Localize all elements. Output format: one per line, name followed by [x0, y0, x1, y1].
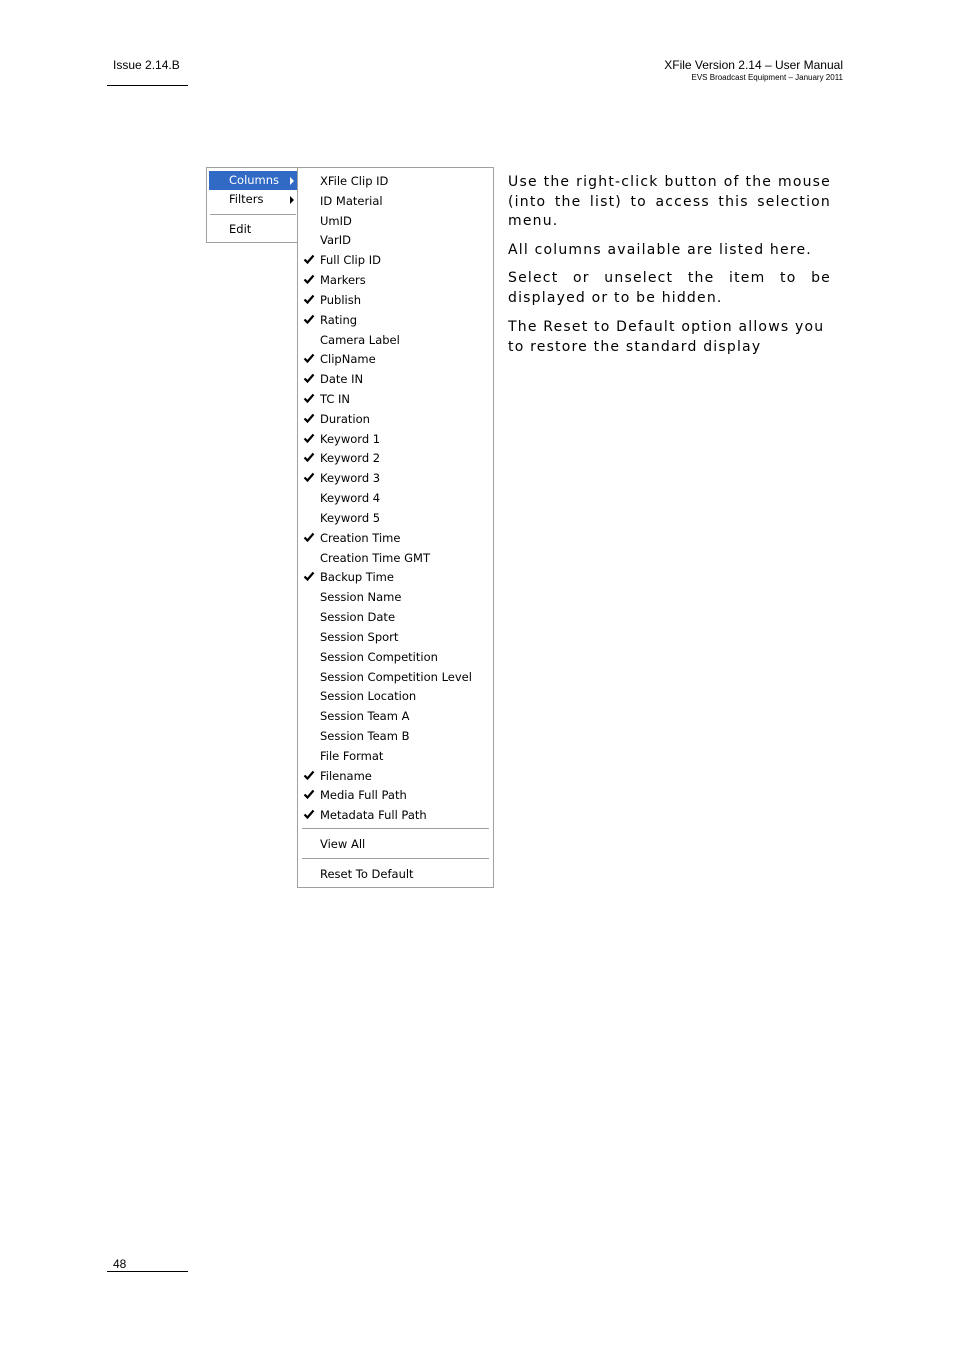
checkmark-icon — [303, 432, 315, 444]
columns-submenu — [297, 167, 494, 888]
menu-item-date-in[interactable] — [299, 369, 492, 389]
menu-item-label: Rating — [320, 312, 358, 327]
menu-item-markers[interactable] — [299, 270, 492, 290]
menu-item-rating[interactable] — [299, 310, 492, 330]
document-subtitle: EVS Broadcast Equipment – January 2011 — [691, 73, 843, 82]
menu-item-label: Keyword 2 — [320, 451, 381, 466]
menu-item-label: Edit — [229, 222, 252, 236]
menu-item-keyword-2[interactable] — [299, 448, 492, 468]
menu-item-label: Session Name — [320, 590, 402, 605]
menu-separator — [210, 214, 296, 215]
checkmark-icon — [303, 471, 315, 483]
menu-item-session-competition-level[interactable] — [299, 667, 492, 687]
checkmark-icon — [303, 570, 315, 582]
select-paragraph: Select or unselect the item to be displayed or to be hidden. — [508, 270, 831, 306]
checkmark-icon — [303, 313, 315, 325]
menu-item-umid[interactable] — [299, 211, 492, 231]
menu-item-label: Keyword 4 — [320, 491, 381, 506]
menu-separator — [302, 828, 489, 829]
footer-rule — [107, 1271, 188, 1272]
menu-item-edit[interactable] — [209, 220, 297, 239]
menu-item-session-sport[interactable] — [299, 627, 492, 647]
menu-item-varid[interactable] — [299, 230, 492, 250]
menu-item-label: Session Sport — [320, 629, 399, 644]
menu-item-label: Filters — [229, 192, 264, 206]
menu-item-label: Media Full Path — [320, 788, 407, 803]
menu-item-label: Reset To Default — [320, 867, 414, 881]
menu-item-creation-time-gmt[interactable] — [299, 548, 492, 568]
menu-item-label: XFile Clip ID — [320, 174, 389, 188]
menu-item-camera-label[interactable] — [299, 330, 492, 350]
menu-item-backup-time[interactable] — [299, 567, 492, 587]
menu-item-label: Session Competition — [320, 649, 438, 664]
menu-item-label: Keyword 3 — [320, 471, 381, 486]
menu-item-xfile-clip-id[interactable] — [299, 171, 492, 191]
checkmark-icon — [303, 412, 315, 424]
context-menu — [206, 167, 298, 243]
menu-item-session-location[interactable] — [299, 686, 492, 706]
menu-item-label: TC IN — [320, 392, 351, 407]
info-paragraph: All columns available are listed here. — [508, 242, 812, 258]
menu-item-duration[interactable] — [299, 409, 492, 429]
menu-item-id-material[interactable] — [299, 191, 492, 211]
menu-item-label: Creation Time — [320, 530, 401, 545]
checkmark-icon — [303, 352, 315, 364]
header-rule — [107, 85, 188, 86]
menu-item-view-all[interactable] — [299, 834, 492, 854]
menu-item-session-competition[interactable] — [299, 647, 492, 667]
menu-item-label: VarID — [320, 233, 351, 248]
menu-item-label: Filename — [320, 768, 372, 783]
menu-item-label: Session Date — [320, 610, 396, 625]
menu-item-columns[interactable] — [209, 171, 297, 190]
menu-item-full-clip-id[interactable] — [299, 250, 492, 270]
document-header — [664, 58, 843, 83]
menu-item-reset-to-default[interactable] — [299, 864, 492, 884]
menu-item-label: Keyword 5 — [320, 510, 381, 525]
checkmark-icon — [303, 392, 315, 404]
menu-item-label: UmID — [320, 213, 352, 228]
checkmark-icon — [303, 372, 315, 384]
menu-item-label: Markers — [320, 273, 366, 288]
menu-item-label: Session Team B — [320, 728, 410, 743]
menu-item-label: ID Material — [320, 193, 383, 208]
menu-item-label: Camera Label — [320, 332, 400, 347]
menu-item-creation-time[interactable] — [299, 528, 492, 548]
menu-item-clipname[interactable] — [299, 349, 492, 369]
menu-item-label: Publish — [320, 292, 361, 307]
issue-label: Issue 2.14.B — [113, 58, 180, 72]
checkmark-icon — [303, 531, 315, 543]
menu-item-session-date[interactable] — [299, 607, 492, 627]
menu-item-label: Session Competition Level — [320, 669, 472, 684]
menu-item-label: Session Team A — [320, 709, 410, 724]
instruction-paragraph: Use the right-click button of the mouse (into the list) to access this selection menu. — [508, 174, 831, 229]
checkmark-icon — [303, 253, 315, 265]
reset-paragraph: The Reset to Default option allows you to restore the standard display — [508, 319, 825, 355]
menu-item-metadata-full-path[interactable] — [299, 805, 492, 825]
checkmark-icon — [303, 788, 315, 800]
checkmark-icon — [303, 273, 315, 285]
menu-item-label: Keyword 1 — [320, 431, 381, 446]
menu-item-filters[interactable] — [209, 190, 297, 209]
menu-item-label: View All — [320, 837, 366, 851]
menu-item-session-team-a[interactable] — [299, 706, 492, 726]
menu-item-label: Backup Time — [320, 570, 394, 585]
menu-separator — [302, 858, 489, 859]
menu-item-keyword-1[interactable] — [299, 429, 492, 449]
menu-item-label: Duration — [320, 411, 370, 426]
menu-item-label: ClipName — [320, 352, 376, 367]
menu-item-keyword-5[interactable] — [299, 508, 492, 528]
menu-item-session-team-b[interactable] — [299, 726, 492, 746]
menu-item-file-format[interactable] — [299, 746, 492, 766]
checkmark-icon — [303, 293, 315, 305]
page-number: 48 — [113, 1257, 127, 1271]
menu-item-publish[interactable] — [299, 290, 492, 310]
menu-item-label: File Format — [320, 748, 384, 763]
menu-item-label: Creation Time GMT — [320, 550, 430, 565]
menu-item-label: Session Location — [320, 689, 417, 704]
checkmark-icon — [303, 769, 315, 781]
menu-item-label: Full Clip ID — [320, 253, 381, 268]
menu-item-label: Columns — [229, 173, 280, 187]
document-title: XFile Version 2.14 – User Manual — [664, 58, 843, 72]
menu-item-label: Date IN — [320, 372, 364, 387]
checkmark-icon — [303, 808, 315, 820]
submenu-arrow-icon — [290, 177, 294, 185]
menu-item-filename[interactable] — [299, 766, 492, 786]
menu-item-tc-in[interactable] — [299, 389, 492, 409]
menu-item-label: Metadata Full Path — [320, 808, 427, 823]
menu-item-keyword-4[interactable] — [299, 488, 492, 508]
menu-item-session-name[interactable] — [299, 587, 492, 607]
checkmark-icon — [303, 451, 315, 463]
menu-item-keyword-3[interactable] — [299, 468, 492, 488]
submenu-arrow-icon — [290, 196, 294, 204]
menu-item-media-full-path[interactable] — [299, 785, 492, 805]
